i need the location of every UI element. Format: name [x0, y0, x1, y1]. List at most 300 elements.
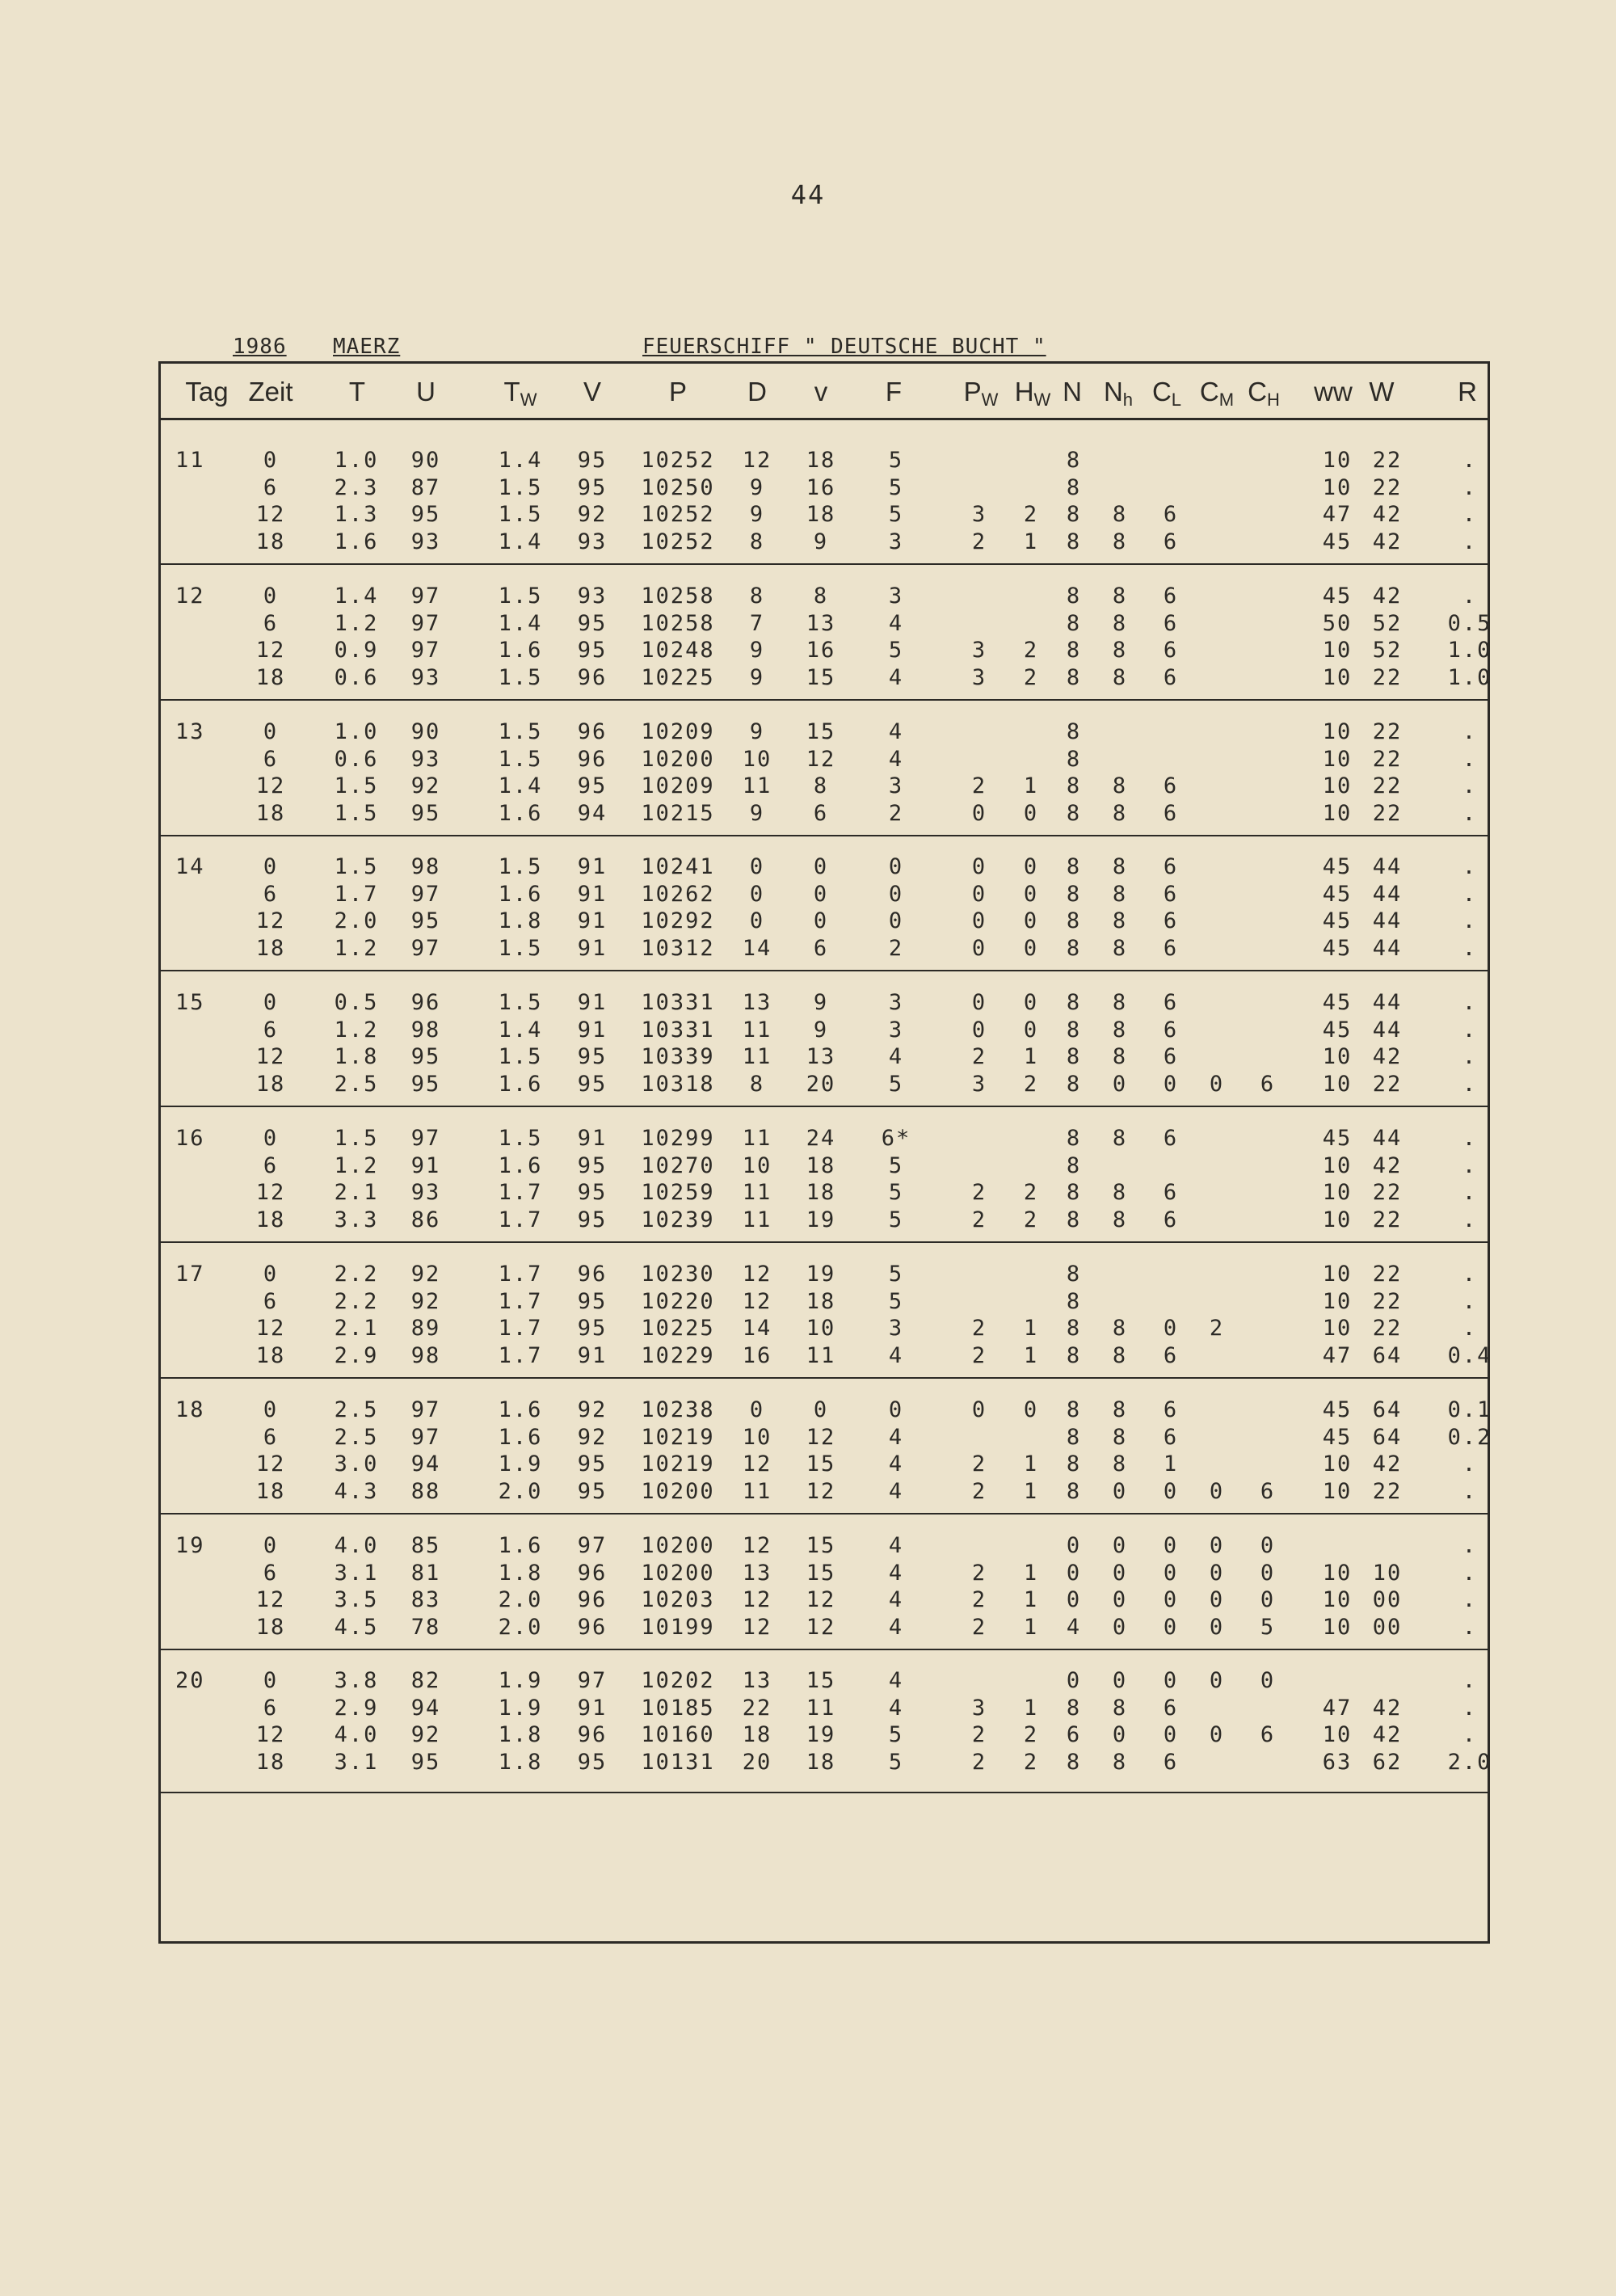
table-cell: .: [1462, 935, 1478, 961]
table-cell: 93: [410, 529, 441, 554]
table-cell: .: [1462, 1695, 1478, 1721]
table-cell: 0: [263, 854, 279, 879]
table-cell: 0: [263, 990, 279, 1015]
header-ch: $C_H$: [1248, 377, 1280, 410]
table-cell: 95: [577, 1180, 608, 1205]
table-cell: 2: [971, 1560, 987, 1586]
table-cell: 18: [255, 800, 286, 826]
table-cell: 2: [1023, 502, 1039, 527]
table-cell: 10: [1322, 719, 1353, 744]
table-cell: 5: [888, 474, 904, 500]
header-nh: $N_h$: [1103, 377, 1134, 410]
table-cell: 10252: [641, 502, 715, 527]
table-cell: 4.0: [334, 1533, 379, 1558]
table-cell: 2: [971, 1207, 987, 1232]
table-cell: 92: [577, 502, 608, 527]
table-cell: 2.1: [334, 1316, 379, 1341]
table-cell: 10: [1322, 1152, 1353, 1178]
table-cell: 8: [1066, 1342, 1082, 1368]
table-cell: .: [1462, 881, 1478, 907]
header-w: W: [1369, 377, 1395, 407]
table-cell: 95: [410, 1044, 441, 1069]
table-cell: 1.4: [498, 529, 543, 554]
table-cell: 8: [1112, 1180, 1128, 1205]
table-cell: 4: [888, 1044, 904, 1069]
table-cell: 10225: [641, 1316, 715, 1341]
group-divider: [161, 1241, 1488, 1243]
table-cell: 2: [971, 1316, 987, 1341]
table-cell: 42: [1372, 502, 1403, 527]
table-cell: 2: [1023, 1722, 1039, 1747]
table-cell: 95: [577, 638, 608, 663]
table-cell: 22: [1372, 1207, 1403, 1232]
table-row: [161, 526, 1488, 554]
table-cell: 15: [806, 1668, 836, 1693]
table-cell: 1.4: [498, 448, 543, 473]
table-cell: 1.8: [498, 1722, 543, 1747]
table-cell: 0.1: [1447, 1397, 1492, 1422]
table-cell: 12: [742, 1614, 772, 1640]
table-cell: 63: [1322, 1749, 1353, 1775]
table-cell: 1.8: [498, 908, 543, 933]
table-cell: 22: [1372, 746, 1403, 772]
table-cell: 42: [1372, 1044, 1403, 1069]
table-cell: 2: [1023, 638, 1039, 663]
table-cell: 6: [1163, 1017, 1179, 1043]
table-cell: 1.0: [334, 448, 379, 473]
table-cell: 9: [813, 1017, 829, 1043]
table-cell: 6: [813, 800, 829, 826]
table-cell: 0: [813, 908, 829, 933]
table-cell: 2.0: [498, 1587, 543, 1612]
table-cell: 8: [1112, 583, 1128, 609]
day-tag: 18: [175, 1397, 205, 1422]
table-cell: 6*: [881, 1126, 911, 1151]
table-cell: 3: [971, 1071, 987, 1097]
table-row: [161, 1584, 1488, 1611]
table-row: [161, 499, 1488, 526]
table-cell: 8: [1066, 1207, 1082, 1232]
table-cell: .: [1462, 746, 1478, 772]
day-tag: 19: [175, 1533, 205, 1558]
header-d: D: [747, 377, 767, 407]
table-cell: 8: [1066, 881, 1082, 907]
table-cell: 8: [1066, 502, 1082, 527]
table-cell: 22: [1372, 719, 1403, 744]
table-cell: 20: [742, 1749, 772, 1775]
table-cell: 2.0: [498, 1478, 543, 1504]
table-cell: 13: [742, 990, 772, 1015]
table-cell: 1.8: [498, 1560, 543, 1586]
group-divider: [161, 1377, 1488, 1379]
table-cell: 3: [888, 583, 904, 609]
table-cell: 44: [1372, 990, 1403, 1015]
table-cell: 2: [1209, 1316, 1225, 1341]
table-cell: 0: [971, 1017, 987, 1043]
table-cell: 1: [1023, 1587, 1039, 1612]
table-cell: 82: [410, 1668, 441, 1693]
table-cell: 8: [1066, 854, 1082, 879]
table-cell: 10: [1322, 773, 1353, 798]
table-cell: 2: [971, 773, 987, 798]
table-cell: 10: [1322, 1614, 1353, 1640]
table-cell: 92: [577, 1424, 608, 1450]
table-row: [161, 1448, 1488, 1476]
table-cell: 47: [1322, 1342, 1353, 1368]
table-cell: 6: [1163, 1397, 1179, 1422]
table-cell: 0: [1163, 1560, 1179, 1586]
table-cell: 2: [888, 800, 904, 826]
table-cell: 4: [888, 1478, 904, 1504]
table-cell: 10225: [641, 664, 715, 690]
table-cell: 11: [742, 1478, 772, 1504]
table-cell: 0: [1209, 1587, 1225, 1612]
table-cell: 8: [1066, 1478, 1082, 1504]
table-cell: 97: [410, 1424, 441, 1450]
table-cell: .: [1462, 1017, 1478, 1043]
table-cell: 4: [888, 746, 904, 772]
table-cell: 8: [1112, 908, 1128, 933]
table-cell: 13: [742, 1668, 772, 1693]
table-cell: 8: [1066, 990, 1082, 1015]
table-cell: 6: [263, 1560, 279, 1586]
table-cell: 0: [263, 448, 279, 473]
table-cell: 0.6: [334, 664, 379, 690]
table-cell: 3: [888, 529, 904, 554]
table-cell: .: [1462, 1668, 1478, 1693]
table-cell: 86: [410, 1207, 441, 1232]
table-cell: 12: [742, 448, 772, 473]
table-cell: 0: [1112, 1533, 1128, 1558]
table-cell: 10160: [641, 1722, 715, 1747]
table-cell: 96: [577, 719, 608, 744]
header-u: U: [416, 377, 436, 407]
table-cell: 11: [742, 1180, 772, 1205]
day-tag: 14: [175, 854, 205, 879]
table-cell: 6: [263, 881, 279, 907]
table-cell: 0: [813, 881, 829, 907]
table-cell: 8: [1112, 638, 1128, 663]
table-cell: 3: [971, 502, 987, 527]
table-cell: 3: [971, 1695, 987, 1721]
table-cell: 0: [1209, 1533, 1225, 1558]
table-cell: 6: [1163, 881, 1179, 907]
table-cell: 0: [1163, 1722, 1179, 1747]
table-cell: 94: [577, 800, 608, 826]
table-cell: 18: [806, 1288, 836, 1314]
table-cell: 9: [749, 638, 765, 663]
table-cell: 2.2: [334, 1262, 379, 1287]
header-v: v: [814, 377, 828, 407]
table-cell: 1: [1023, 1342, 1039, 1368]
table-cell: 10259: [641, 1180, 715, 1205]
table-cell: 8: [1066, 1397, 1082, 1422]
day-tag: 11: [175, 448, 205, 473]
table-cell: 45: [1322, 935, 1353, 961]
table-cell: 6: [1066, 1722, 1082, 1747]
table-cell: 91: [577, 1695, 608, 1721]
table-cell: 0: [263, 583, 279, 609]
table-cell: 18: [255, 935, 286, 961]
table-cell: 6: [1163, 1126, 1179, 1151]
table-cell: 6: [1260, 1722, 1276, 1747]
table-cell: 1.6: [498, 1071, 543, 1097]
table-cell: 0: [1260, 1560, 1276, 1586]
table-cell: 95: [577, 1451, 608, 1477]
table-cell: 97: [410, 638, 441, 663]
table-cell: 1.2: [334, 1017, 379, 1043]
table-cell: 22: [1372, 1316, 1403, 1341]
table-cell: 8: [1112, 610, 1128, 636]
header-tw: $T_W$: [503, 377, 537, 410]
table-cell: 3.5: [334, 1587, 379, 1612]
table-cell: 9: [749, 719, 765, 744]
table-cell: 8: [1066, 448, 1082, 473]
table-cell: 45: [1322, 1126, 1353, 1151]
table-cell: 10215: [641, 800, 715, 826]
table-cell: 0: [1112, 1668, 1128, 1693]
table-cell: 0.6: [334, 746, 379, 772]
table-cell: 8: [1112, 1044, 1128, 1069]
table-cell: 9: [749, 474, 765, 500]
group-divider: [161, 563, 1488, 565]
table-cell: 42: [1372, 583, 1403, 609]
table-cell: 6: [1163, 1180, 1179, 1205]
table-cell: 2.2: [334, 1288, 379, 1314]
table-cell: 1.6: [498, 1397, 543, 1422]
table-cell: 1: [1023, 1316, 1039, 1341]
table-cell: 10: [1322, 1316, 1353, 1341]
table-cell: .: [1462, 908, 1478, 933]
table-cell: 8: [1066, 1126, 1082, 1151]
table-cell: 98: [410, 1017, 441, 1043]
table-cell: 0: [971, 935, 987, 961]
table-cell: 8: [1066, 474, 1082, 500]
table-row: [161, 1476, 1488, 1503]
table-cell: 5: [888, 1288, 904, 1314]
table-cell: 13: [806, 1044, 836, 1069]
table-cell: 6: [1163, 1695, 1179, 1721]
table-cell: 10270: [641, 1152, 715, 1178]
table-cell: 1.0: [334, 719, 379, 744]
table-row: [161, 1014, 1488, 1042]
table-cell: 62: [1372, 1749, 1403, 1775]
table-row: [161, 878, 1488, 906]
table-row: [161, 851, 1488, 878]
table-cell: 8: [1066, 583, 1082, 609]
table-cell: .: [1462, 1071, 1478, 1097]
table-cell: 1.4: [498, 1017, 543, 1043]
table-cell: 2: [1023, 1180, 1039, 1205]
table-cell: 22: [1372, 448, 1403, 473]
table-cell: 3: [888, 1316, 904, 1341]
table-row: [161, 1150, 1488, 1177]
table-cell: 8: [1066, 610, 1082, 636]
page-number: 44: [790, 179, 826, 210]
table-cell: .: [1462, 1316, 1478, 1341]
table-row: [161, 472, 1488, 499]
table-cell: 95: [577, 1316, 608, 1341]
table-cell: 97: [577, 1533, 608, 1558]
table-cell: 10239: [641, 1207, 715, 1232]
table-cell: 10229: [641, 1342, 715, 1368]
table-cell: 10199: [641, 1614, 715, 1640]
table-cell: 2: [1023, 1207, 1039, 1232]
table-cell: 6: [1163, 773, 1179, 798]
table-cell: 10: [742, 1152, 772, 1178]
table-cell: 10: [1322, 1451, 1353, 1477]
table-cell: 0: [1209, 1722, 1225, 1747]
table-cell: 85: [410, 1533, 441, 1558]
table-cell: 12: [742, 1587, 772, 1612]
table-cell: 1.5: [498, 664, 543, 690]
table-cell: 00: [1372, 1614, 1403, 1640]
table-cell: 00: [1372, 1587, 1403, 1612]
table-cell: 2: [1023, 1749, 1039, 1775]
table-cell: 6: [1163, 1044, 1179, 1069]
table-cell: 8: [1112, 773, 1128, 798]
table-cell: 1: [1023, 1614, 1039, 1640]
group-divider: [161, 1792, 1488, 1793]
table-cell: .: [1462, 773, 1478, 798]
header-r: R: [1458, 377, 1477, 407]
table-cell: 11: [742, 1207, 772, 1232]
table-cell: .: [1462, 1152, 1478, 1178]
table-cell: 0: [1066, 1560, 1082, 1586]
table-cell: 45: [1322, 990, 1353, 1015]
table-cell: 96: [577, 1614, 608, 1640]
table-cell: 18: [255, 1342, 286, 1368]
table-cell: 0: [1163, 1316, 1179, 1341]
table-cell: 0: [1023, 990, 1039, 1015]
table-cell: 89: [410, 1316, 441, 1341]
table-cell: 11: [742, 1044, 772, 1069]
table-cell: .: [1462, 1478, 1478, 1504]
table-cell: 6: [263, 610, 279, 636]
table-cell: 10331: [641, 990, 715, 1015]
table-cell: 4: [888, 719, 904, 744]
table-cell: 10: [742, 746, 772, 772]
table-cell: 0: [1023, 881, 1039, 907]
table-cell: 0: [1023, 854, 1039, 879]
table-cell: 0: [1209, 1560, 1225, 1586]
table-cell: 90: [410, 448, 441, 473]
table-cell: 10: [1322, 474, 1353, 500]
table-cell: 1: [1023, 529, 1039, 554]
table-cell: 2.9: [334, 1695, 379, 1721]
table-row: [161, 634, 1492, 663]
table-row: [161, 1394, 1492, 1422]
table-cell: 2: [971, 1749, 987, 1775]
table-cell: 96: [577, 1722, 608, 1747]
table-cell: 1: [1023, 1695, 1039, 1721]
table-cell: 2.3: [334, 474, 379, 500]
table-cell: 0: [1023, 800, 1039, 826]
table-cell: 10250: [641, 474, 715, 500]
table-cell: 1.2: [334, 935, 379, 961]
table-cell: 88: [410, 1478, 441, 1504]
table-cell: 10131: [641, 1749, 715, 1775]
table-cell: 10: [742, 1424, 772, 1450]
table-cell: 10: [1322, 1722, 1353, 1747]
table-row: [161, 798, 1488, 825]
table-cell: 4.3: [334, 1478, 379, 1504]
table-cell: .: [1462, 1614, 1478, 1640]
table-cell: 18: [742, 1722, 772, 1747]
table-cell: 4.5: [334, 1614, 379, 1640]
table-row: [161, 716, 1488, 744]
table-cell: 50: [1322, 610, 1353, 636]
table-cell: 90: [410, 719, 441, 744]
table-cell: 91: [577, 854, 608, 879]
table-cell: 95: [577, 448, 608, 473]
table-cell: 14: [742, 1316, 772, 1341]
table-cell: 10258: [641, 610, 715, 636]
table-cell: 18: [255, 529, 286, 554]
table-cell: 8: [1112, 1207, 1128, 1232]
table-cell: 8: [749, 529, 765, 554]
table-cell: 8: [1066, 1071, 1082, 1097]
table-cell: 1: [1023, 1451, 1039, 1477]
group-divider: [161, 1649, 1488, 1650]
table-cell: 95: [577, 1044, 608, 1069]
table-cell: 12: [806, 746, 836, 772]
table-cell: 1.0: [1447, 638, 1492, 663]
table-cell: 3: [888, 773, 904, 798]
table-cell: 19: [806, 1722, 836, 1747]
table-cell: 0: [263, 1397, 279, 1422]
table-cell: 18: [806, 448, 836, 473]
table-cell: 92: [577, 1397, 608, 1422]
table-cell: 20: [806, 1071, 836, 1097]
table-cell: 8: [813, 583, 829, 609]
header-tag: Tag: [185, 377, 229, 407]
table-cell: 1.5: [334, 1126, 379, 1151]
table-cell: 95: [577, 1749, 608, 1775]
table-cell: 5: [1260, 1614, 1276, 1640]
table-cell: 2.0: [1447, 1749, 1492, 1775]
table-cell: 6: [1163, 529, 1179, 554]
table-cell: 0: [1023, 908, 1039, 933]
table-cell: .: [1462, 1207, 1478, 1232]
table-row: [161, 987, 1488, 1014]
table-cell: 10209: [641, 719, 715, 744]
table-row: [161, 1286, 1488, 1313]
table-cell: .: [1462, 1533, 1478, 1558]
table-cell: 2.9: [334, 1342, 379, 1368]
table-cell: 97: [577, 1668, 608, 1693]
table-cell: 6: [1260, 1478, 1276, 1504]
table-cell: 1.5: [498, 746, 543, 772]
table-cell: 8: [1112, 1126, 1128, 1151]
table-cell: 2.0: [334, 908, 379, 933]
table-cell: 8: [1066, 1695, 1082, 1721]
header-pw: $P_W$: [963, 377, 999, 410]
caption-ship: FEUERSCHIFF " DEUTSCHE BUCHT ": [642, 335, 1046, 359]
table-cell: 1.2: [334, 610, 379, 636]
table-cell: 12: [742, 1288, 772, 1314]
table-cell: 3.3: [334, 1207, 379, 1232]
table-cell: 1.5: [498, 583, 543, 609]
table-cell: 6: [1163, 935, 1179, 961]
table-cell: 0: [749, 1397, 765, 1422]
table-cell: 19: [806, 1207, 836, 1232]
table-row: [161, 1068, 1488, 1096]
table-cell: 1.5: [334, 800, 379, 826]
table-cell: 8: [1066, 773, 1082, 798]
table-cell: .: [1462, 448, 1478, 473]
table-cell: 12: [742, 1262, 772, 1287]
